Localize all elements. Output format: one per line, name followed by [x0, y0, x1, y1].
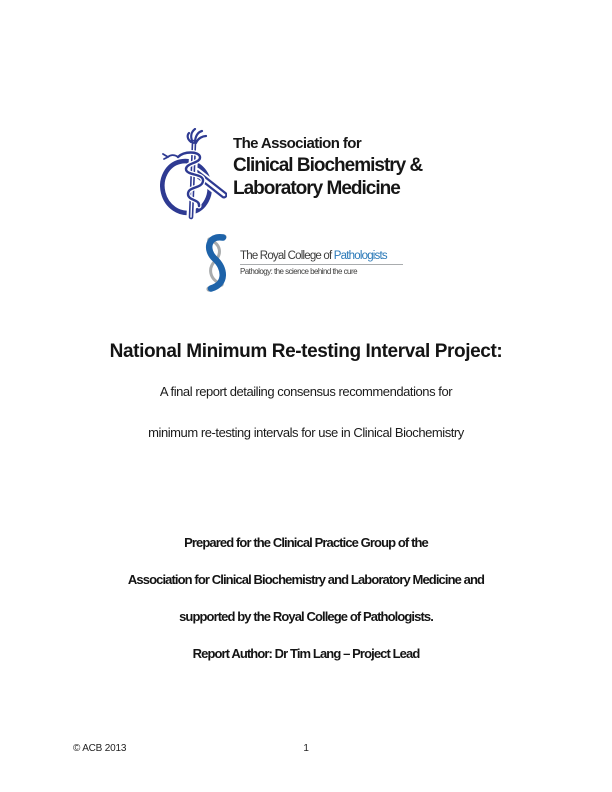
rcpath-logo-text [240, 232, 403, 277]
rcpath-logo-tagline: Pathology: the science behind the cure [240, 267, 357, 276]
prepared-line-1: Prepared for the Clinical Practice Group of the [184, 535, 428, 550]
prepared-line-3: supported by the Royal College of Pathologists. [179, 609, 433, 624]
rcpath-name-highlight: Pathologists [333, 250, 387, 262]
rcpath-logo-name [240, 249, 403, 263]
page-title: National Minimum Re-testing Interval Project: [109, 341, 503, 362]
report-author-line: Report Author: Dr Tim Lang – Project Lead [192, 646, 420, 661]
rcpath-name-prefix: The Royal College of [240, 250, 334, 262]
copyright-text: © ACB 2013 [73, 743, 127, 754]
rcpath-ribbon-icon [202, 232, 231, 294]
acb-logo-line-2: Clinical Biochemistry & [233, 155, 423, 176]
rcpath-logo [202, 232, 403, 294]
page-number: 1 [303, 743, 309, 754]
page-footer [0, 743, 612, 757]
prepared-line-2: Association for Clinical Biochemistry and Laboratory Medicine and [127, 572, 485, 587]
acb-logo-text [233, 128, 422, 200]
rcpath-logo-divider [240, 264, 403, 265]
subtitle-line-2: minimum re-testing intervals for use in Clinical Biochemistry [148, 425, 464, 440]
acb-logo-line-3: Laboratory Medicine [233, 178, 400, 199]
acb-logo [160, 128, 422, 220]
subtitle-line-1: A final report detailing consensus recommendations for [159, 384, 453, 399]
acb-caduceus-palette-icon [160, 128, 227, 220]
prepared-for-block [0, 535, 612, 683]
acb-logo-line-1: The Association for [233, 135, 362, 152]
